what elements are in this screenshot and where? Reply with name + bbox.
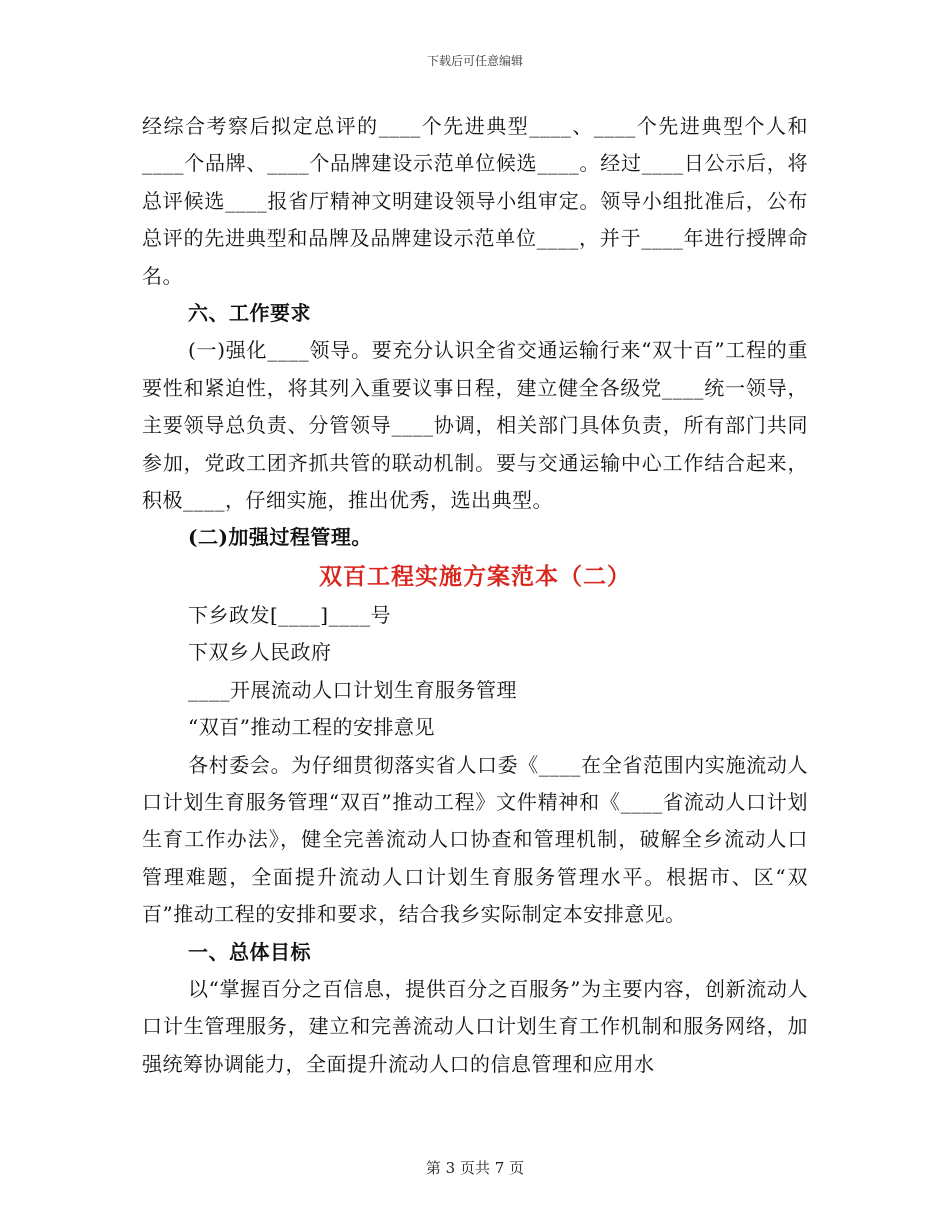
section-heading-overall-goal: 一、总体目标 <box>188 939 311 964</box>
page-header: 下载后可任意编辑 <box>426 54 523 68</box>
document-body <box>142 108 808 1083</box>
paragraph-intro: 各村委会。为仔细贯彻落实省人口委《____在全省范围内实施流动人口计划生育服务管理“双百”推动工程》文件精神和《____省流动人口计划生育工作办法》，健全完善流动人口协查和管理机制，破解全乡流动人口管理难题，全面提升流动人口计划生育服务管理水平。根据市、区“双百”推动工程的安排和要求，结合我乡实际制定本安排意见。 <box>142 752 808 927</box>
paragraph-candidate-selection: 经综合考察后拟定总评的____个先进典型____、____个先进典型个人和____个品牌、____个品牌建设示范单位候选____。经过____日公示后，将总评候选____报省厅精神文明建设领导小组审定。领导小组批准后，公布总评的先进典型和品牌及品牌建设示范单位____，并于____年进行授牌命名。 <box>142 114 808 288</box>
paragraph-overall-goal: 以“掌握百分之百信息，提供百分之百服务”为主要内容，创新流动人口计生管理服务，建立和完善流动人口计划生育工作机制和服务网络，加强统筹协调能力，全面提升流动人口的信息管理和应用水 <box>142 976 808 1076</box>
document-subject-line-1: ____开展流动人口计划生育服务管理 <box>188 677 517 702</box>
document-title: 双百工程实施方案范本（二） <box>319 562 631 590</box>
document-number: 下乡政发[____]____号 <box>188 602 392 627</box>
paragraph-strengthen-leadership: (一)强化____领导。要充分认识全省交通运输行来“双十百”工程的重要性和紧迫性，将其列入重要议事日程，建立健全各级党____统一领导，主要领导总负责、分管领导____协调，相关部门具体负责，所有部门共同参加，党政工团齐抓共管的联动机制。要与交通运输中心工作结合起来，积极____，仔细实施，推出优秀，选出典型。 <box>142 338 808 513</box>
issuing-authority: 下双乡人民政府 <box>188 640 332 665</box>
document-subject-line-2: “双百”推动工程的安排意见 <box>188 715 435 740</box>
subheading-process-management: (二)加强过程管理。 <box>188 525 372 550</box>
section-heading-work-requirements: 六、工作要求 <box>188 301 311 326</box>
page-footer: 第 3 页共 7 页 <box>425 1159 525 1177</box>
